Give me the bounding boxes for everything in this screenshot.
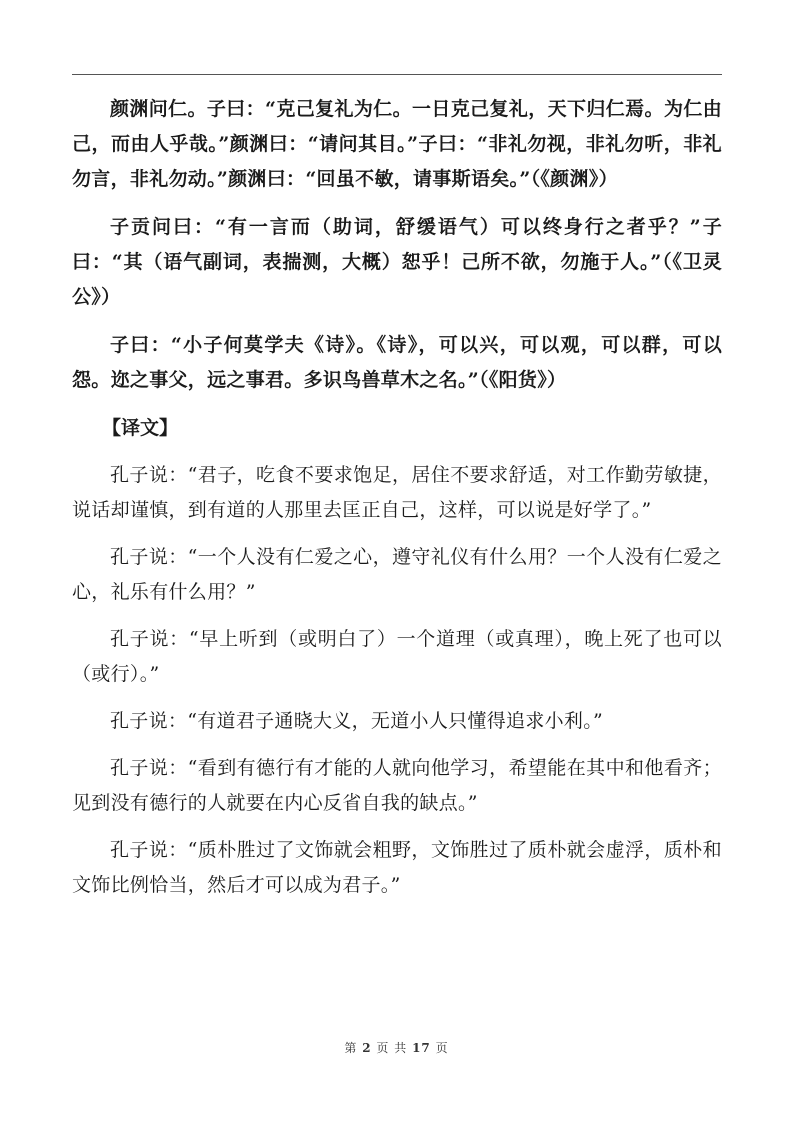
translation-paragraph: 孔子说：“有道君子通晓大义，无道小人只懂得追求小利。”	[110, 710, 604, 732]
translation-paragraph: 孔子说：“早上听到（或明白了）一个道理（或真理），晚上死了也可以（或行）。”	[72, 628, 722, 685]
footer-prefix: 第	[344, 1041, 358, 1055]
footer-suffix: 页	[435, 1041, 449, 1055]
page-body	[72, 92, 722, 915]
page-footer	[0, 1040, 793, 1056]
footer-mid: 页 共	[376, 1041, 408, 1055]
page-number: 2	[362, 1041, 372, 1055]
translation-heading: 【译文】	[102, 417, 179, 439]
translation-paragraph: 孔子说：“一个人没有仁爱之心，遵守礼仪有什么用？一个人没有仁爱之心，礼乐有什么用？”	[72, 546, 722, 603]
translation-paragraph: 孔子说：“看到有德行有才能的人就向他学习，希望能在其中和他看齐；见到没有德行的人就要在内心反省自我的缺点。”	[72, 757, 722, 814]
total-pages: 17	[412, 1041, 431, 1055]
header-rule	[72, 74, 722, 75]
translation-paragraph: 孔子说：“质朴胜过了文饰就会粗野，文饰胜过了质朴就会虚浮，质朴和文饰比例恰当，然后才可以成为君子。”	[72, 839, 722, 896]
original-text-paragraph: 子曰：“小子何莫学夫《诗》。《诗》，可以兴，可以观，可以群，可以怨。迩之事父，远之事君。多识鸟兽草木之名。”（《阳货》）	[72, 334, 722, 391]
translation-paragraph: 孔子说：“君子，吃食不要求饱足，居住不要求舒适，对工作勤劳敏捷，说话却谨慎，到有道的人那里去匡正自己，这样，可以说是好学了。”	[72, 464, 722, 521]
original-text-paragraph: 子贡问曰：“有一言而（助词，舒缓语气）可以终身行之者乎？”子曰：“其（语气副词，表揣测，大概）恕乎！己所不欲，勿施于人。”（《卫灵公》）	[72, 216, 722, 308]
original-text-paragraph: 颜渊问仁。子曰：“克己复礼为仁。一日克己复礼，天下归仁焉。为仁由己，而由人乎哉。”颜渊曰：“请问其目。”子曰：“非礼勿视，非礼勿听，非礼勿言，非礼勿动。”颜渊曰：“回虽不敏，请事斯语矣。”（《颜渊》）	[72, 98, 722, 190]
